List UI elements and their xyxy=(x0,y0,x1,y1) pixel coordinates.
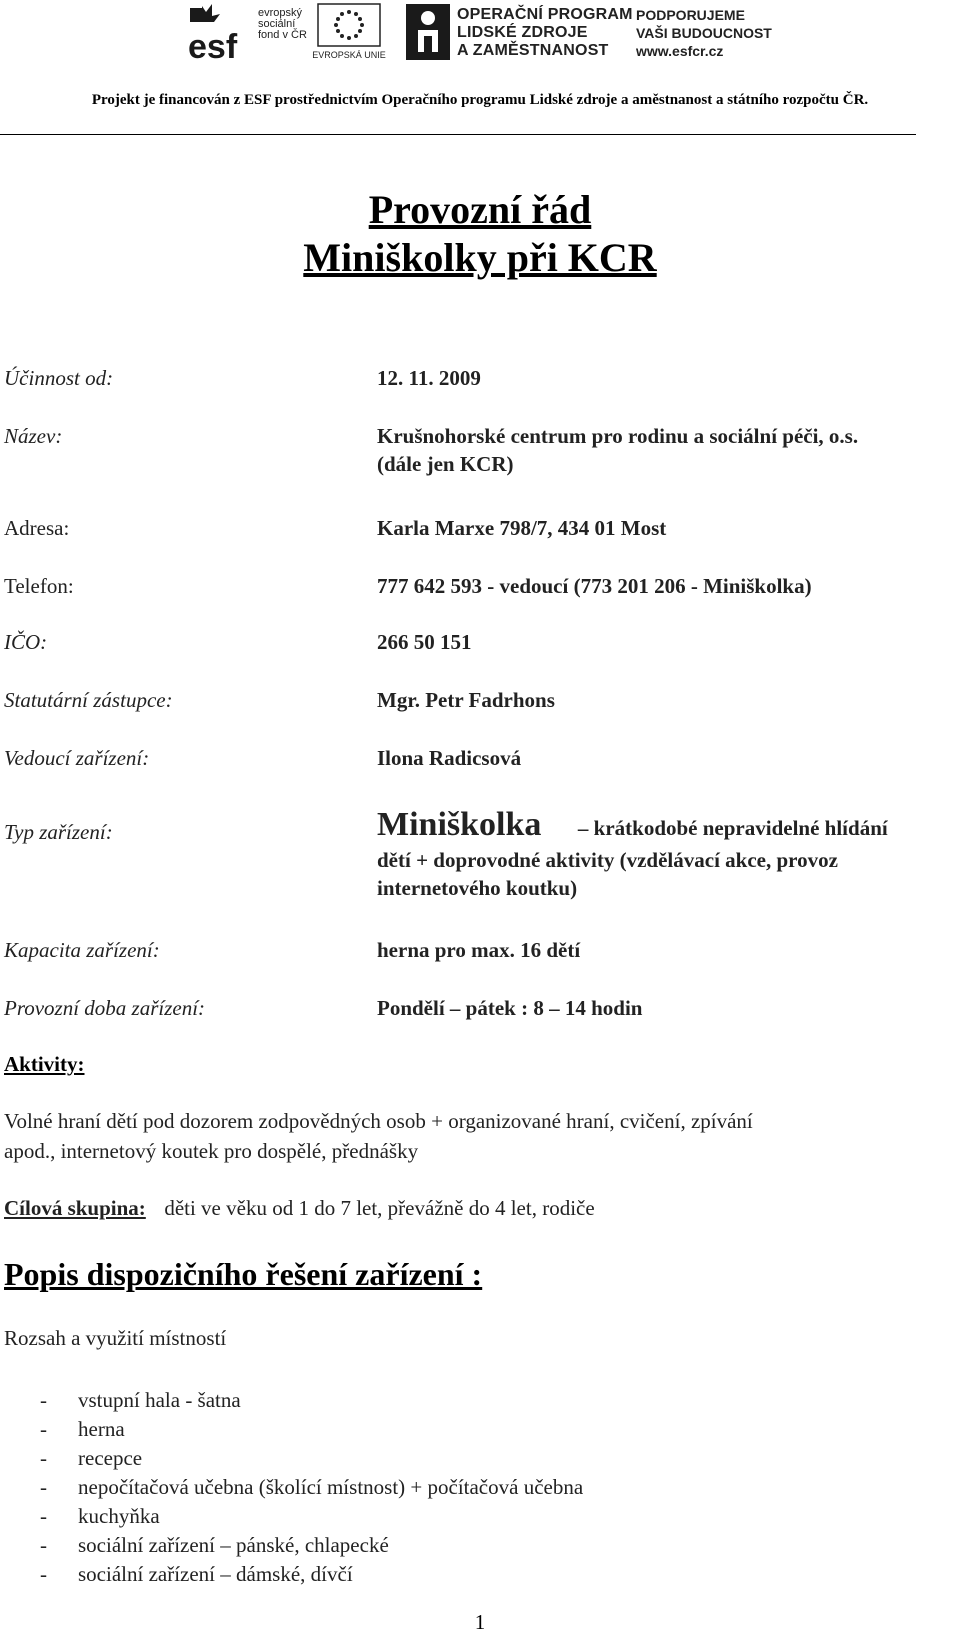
list-dash: - xyxy=(40,1475,47,1499)
typ-value-text1: – krátkodobé nepravidelné hlídání xyxy=(577,816,888,840)
aktivity-heading: Aktivity: xyxy=(4,1052,85,1076)
statutarni-value: Mgr. Petr Fadrhons xyxy=(377,688,555,712)
kapacita-value: herna pro max. 16 dětí xyxy=(377,938,581,962)
document-title-line2: Miniškolky při KCR xyxy=(303,235,657,280)
popis-subheading: Rozsah a využití místností xyxy=(4,1326,227,1350)
list-item-text: nepočítačová učebna (školící místnost) + počítačová učebna xyxy=(78,1475,584,1499)
support-line1: PODPORUJEME xyxy=(636,7,745,23)
nazev-label: Název: xyxy=(4,424,63,448)
esf-logo-text xyxy=(258,8,307,41)
list-item xyxy=(40,1560,583,1589)
list-item-text: sociální zařízení – dámské, dívčí xyxy=(78,1562,353,1586)
nazev-value-line1: Krušnohorské centrum pro rodinu a sociální péči, o.s. xyxy=(377,424,859,448)
page-number: 1 xyxy=(474,1610,486,1634)
list-dash: - xyxy=(40,1417,47,1441)
statutarni-label: Statutární zástupce: xyxy=(4,688,173,712)
list-item-text: kuchyňka xyxy=(78,1504,160,1528)
rooms-list xyxy=(40,1386,583,1589)
project-funding-note: Projekt je financován z ESF prostřednictvím Operačního programu Lidské zdroje a aměstnanost a státního rozpočtu ČR. xyxy=(91,92,869,108)
list-dash: - xyxy=(40,1446,47,1470)
typ-value-line1 xyxy=(377,806,937,844)
op-line3: A ZAMĚSTNANOST xyxy=(457,42,609,59)
cilova-text: děti ve věku od 1 do 7 let, převážně do 4 let, rodiče xyxy=(164,1196,595,1220)
list-item xyxy=(40,1502,583,1531)
list-item-text: sociální zařízení – pánské, chlapecké xyxy=(78,1533,389,1557)
adresa-label: Adresa: xyxy=(4,516,70,540)
document-title-line1: Provozní řád xyxy=(368,187,592,232)
list-dash: - xyxy=(40,1533,47,1557)
doba-value: Pondělí – pátek : 8 – 14 hodin xyxy=(377,996,643,1020)
typ-value-big: Miniškolka xyxy=(377,806,542,843)
kapacita-label: Kapacita zařízení: xyxy=(4,938,160,962)
op-line2: LIDSKÉ ZDROJE xyxy=(457,24,588,41)
list-item xyxy=(40,1386,583,1415)
doba-label: Provozní doba zařízení: xyxy=(4,996,206,1020)
telefon-value: 777 642 593 - vedoucí (773 201 206 - Miniškolka) xyxy=(377,574,812,598)
vedouci-value: Ilona Radicsová xyxy=(377,746,522,770)
ico-label: IČO: xyxy=(4,630,48,654)
esf-text-line2: sociální xyxy=(258,18,296,30)
header-divider xyxy=(0,134,916,135)
list-dash: - xyxy=(40,1388,47,1412)
esf-text-line1: evropský xyxy=(258,7,303,19)
typ-value-line3: internetového koutku) xyxy=(377,876,578,900)
popis-heading: Popis dispozičního řešení zařízení : xyxy=(4,1256,483,1292)
support-text xyxy=(636,6,772,60)
list-item xyxy=(40,1473,583,1502)
cilova-heading: Cílová skupina: xyxy=(4,1196,146,1220)
list-item-text: vstupní hala - šatna xyxy=(78,1388,241,1412)
op-line1: OPERAČNÍ PROGRAM xyxy=(457,6,633,23)
adresa-value: Karla Marxe 798/7, 434 01 Most xyxy=(377,516,667,540)
eu-text: EVROPSKÁ UNIE xyxy=(312,50,386,60)
ucinnost-label: Účinnost od: xyxy=(4,366,114,390)
op-logo-icon xyxy=(404,2,452,62)
nazev-value-line2: (dále jen KCR) xyxy=(377,452,514,476)
esf-logo-icon xyxy=(186,2,252,62)
esf-text-line3: fond v ČR xyxy=(258,29,307,41)
support-line3: www.esfcr.cz xyxy=(636,43,724,59)
list-item xyxy=(40,1415,583,1444)
aktivity-text-line2: apod., internetový koutek pro dospělé, přednášky xyxy=(4,1139,419,1163)
svg-text:esf: esf xyxy=(188,28,238,62)
list-item-text: herna xyxy=(78,1417,125,1441)
eu-flag-icon xyxy=(310,2,388,62)
list-item-text: recepce xyxy=(78,1446,143,1470)
list-dash: - xyxy=(40,1562,47,1586)
list-item xyxy=(40,1444,583,1473)
ico-value: 266 50 151 xyxy=(377,630,472,654)
list-dash: - xyxy=(40,1504,47,1528)
typ-value-line2: dětí + doprovodné aktivity (vzdělávací akce, provoz xyxy=(377,848,838,872)
ucinnost-value: 12. 11. 2009 xyxy=(377,366,481,390)
cilova-skupina-row xyxy=(4,1196,595,1221)
telefon-label: Telefon: xyxy=(4,574,74,598)
vedouci-label: Vedoucí zařízení: xyxy=(4,746,150,770)
op-program-text xyxy=(457,6,633,60)
list-item xyxy=(40,1531,583,1560)
aktivity-text-line1: Volné hraní dětí pod dozorem zodpovědných osob + organizované hraní, cvičení, zpívání xyxy=(4,1109,753,1133)
typ-label: Typ zařízení: xyxy=(4,820,113,844)
support-line2: VAŠI BUDOUCNOST xyxy=(636,25,772,41)
